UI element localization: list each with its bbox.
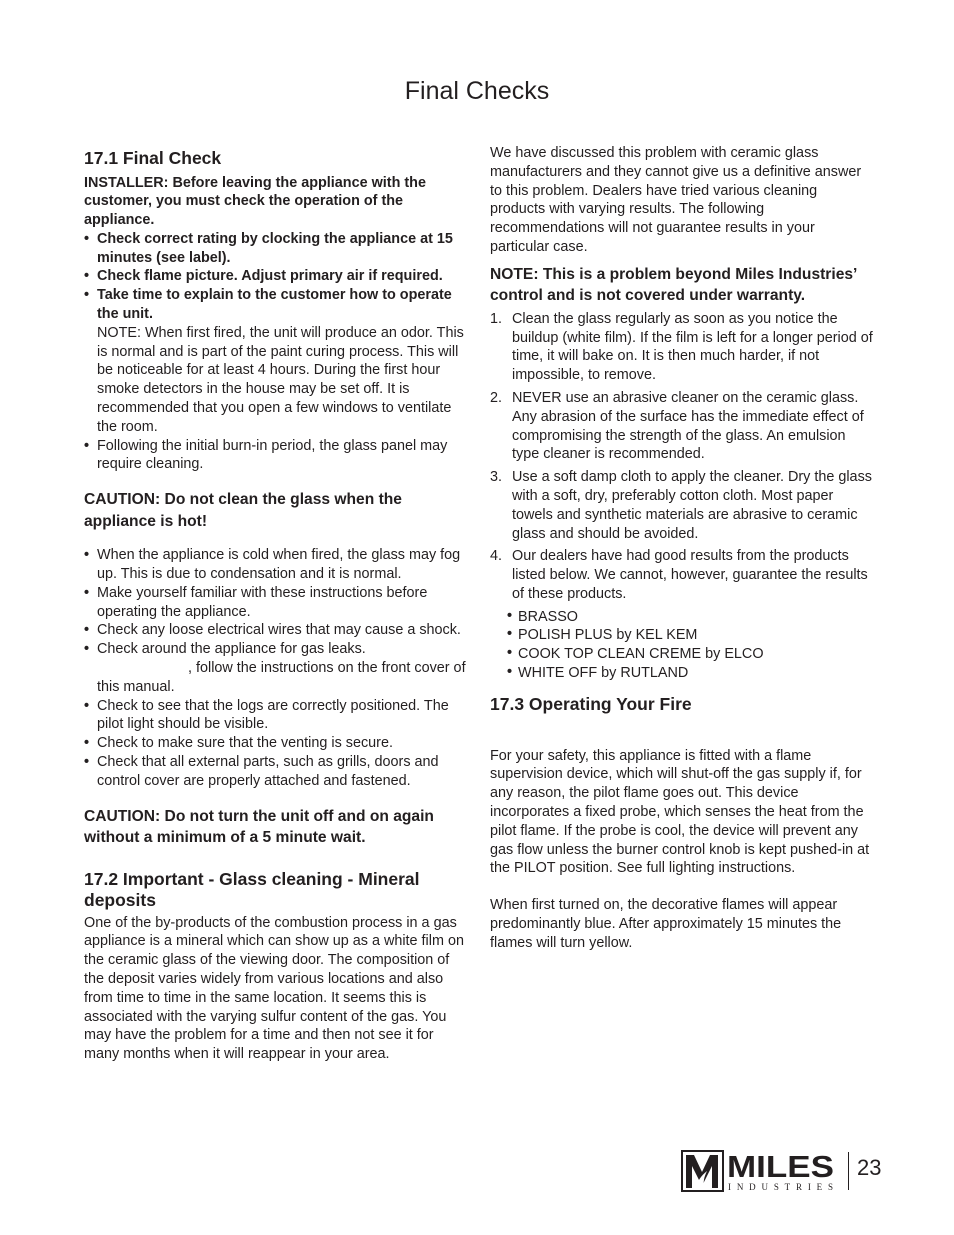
logo-sub-text: INDUSTRIES [728,1182,833,1192]
glass-intro: We have discussed this problem with ceramic glass manufacturers and they cannot give us a definitive answer to this problem. Dealers have tried various cleaning products with varying results. The following recommendations will not guarantee results in your particular case. [490,145,862,255]
checks-list [84,546,469,790]
final-check-bold-list [84,230,469,324]
mineral-deposits-body: One of the by-products of the combustion process in a gas appliance is a mineral which can show up as a white film on the ceramic glass of the viewing door. The composition of the deposit varies widely from various locations and also from time to time in the same location. It seems this is associated with the varying sulfur content of the gas. You may have the problem for a time and then not see it for many months when it will reappear in your area. [84,914,464,1063]
burnin-bullet: • Following the initial burn-in period, the glass panel may require cleaning. [84,437,469,475]
caution-wait: CAUTION: Do not turn the unit off and on again without a minimum of a 5 minute wait. [84,807,434,847]
right-column [490,144,875,953]
product-list [490,608,875,682]
left-column [84,144,469,1064]
bold-bullet-explain: • Take time to explain to the customer how to operate the unit. [84,286,469,324]
check-item-external-parts: • Check that all external parts, such as grills, doors and control cover are properly attached and fastened. [84,753,469,791]
miles-industries-logo [681,1150,836,1194]
bold-bullet-clocking: • Check correct rating by clocking the appliance at 15 minutes (see label). [84,230,469,268]
product-item: • BRASSO [507,608,875,627]
logo-brand-text: MILES [727,1150,834,1184]
product-item: • POLISH PLUS by KEL KEM [507,626,875,645]
product-item: • WHITE OFF by RUTLAND [507,664,875,683]
cleaning-step: 1. Clean the glass regularly as soon as you notice the buildup (white film). If the film is left for a longer period of time, it will bake on. It is then much harder, if not impossible, to remove. [490,310,873,384]
footer-divider [848,1152,849,1190]
page-title: Final Checks [404,77,550,105]
check-item-venting: • Check to make sure that the venting is secure. [84,734,469,753]
cleaning-step: 3. Use a soft damp cloth to apply the cleaner. Dry the glass with a soft, dry, preferably cotton cloth. Most paper towels and synthetic materials are abrasive to ceramic glass and should be avoided. [490,469,872,542]
check-item-gas-leaks [84,640,469,696]
check-item-familiar: • Make yourself familiar with these instructions before operating the appliance. [84,584,469,622]
check-item-fog: • When the appliance is cold when fired, the glass may fog up. This is due to condensation and it is normal. [84,546,469,584]
section-17-3-heading: 17.3 Operating Your Fire [490,694,692,715]
bold-bullet-flame-picture: • Check flame picture. Adjust primary air if required. [84,267,469,286]
flame-supervision-text: For your safety, this appliance is fitted with a flame supervision device, which will shut-off the gas supply if, for any reason, the pilot flame goes out. This device incorporates a fixed probe, which senses the heat from the pilot flame. If the probe is cool, the device will prevent any gas flow unless the burner control knob is kept pushed-in at the PILOT position. See full lighting instructions. [490,747,870,877]
installer-note: INSTALLER: Before leaving the appliance with the customer, you must check the operation of the appliance. [84,174,426,229]
check-item-logs: • Check to see that the logs are correctly positioned. The pilot light should be visible. [84,697,469,735]
check-item-front-cover-text: , follow the instructions on the front cover of this manual. [97,660,466,695]
cleaning-steps [490,310,875,604]
page-number: 23 [857,1155,882,1180]
check-item-wires: • Check any loose electrical wires that may cause a shock. [84,621,469,640]
product-item: • COOK TOP CLEAN CREME by ELCO [507,645,875,664]
burnin-list [84,437,469,475]
check-item-gas-leaks-text: Check around the appliance for gas leaks. [97,641,366,658]
caution-hot: CAUTION: Do not clean the glass when the appliance is hot! [84,491,402,530]
section-17-2-heading: 17.2 Important - Glass cleaning - Mineral deposits [84,868,420,911]
section-17-1-heading: 17.1 Final Check [84,148,222,168]
cleaning-step: 4. Our dealers have had good results from the products listed below. We cannot, however, guarantee the results of these products. [490,548,868,602]
flame-color-text: When first turned on, the decorative flames will appear predominantly blue. After approximately 15 minutes the flames will turn yellow. [490,897,842,951]
odor-note: NOTE: When first fired, the unit will produce an odor. This is normal and is part of the paint curing process. This will be noticeable for at least 4 hours. During the first hour smoke detectors in the house may be set off. It is recommended that you open a few windows to ventilate the room. [97,324,464,435]
cleaning-step: 2. NEVER use an abrasive cleaner on the ceramic glass. Any abrasion of the surface has the immediate effect of compromising the strength of the glass. An emulsion type cleaner is recommended. [490,389,864,463]
warranty-note: NOTE: This is a problem beyond Miles Industries’ control and is not covered under warranty. [490,265,857,305]
